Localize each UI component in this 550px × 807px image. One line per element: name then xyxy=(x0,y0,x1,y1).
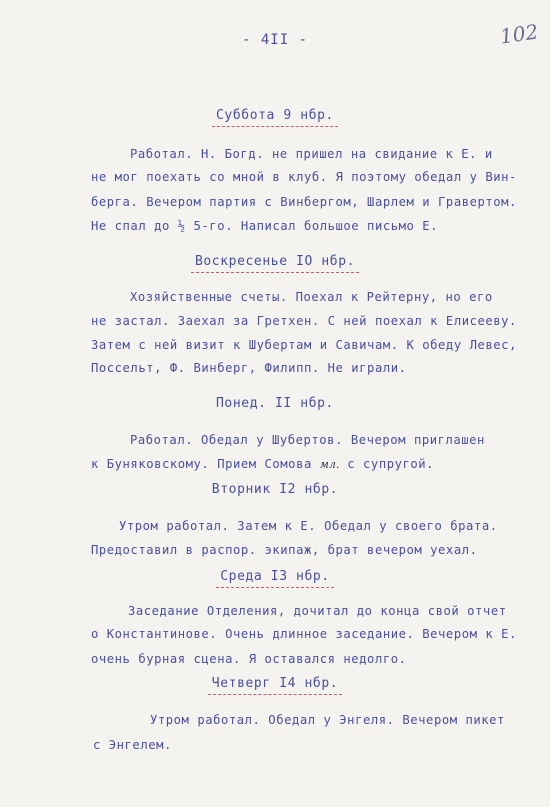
text-line: о Константинове. Очень длинное заседание. Вечером к Е. xyxy=(91,627,517,641)
text-line: Не спал до ½ 5-го. Написал большое письмо Е. xyxy=(91,219,439,233)
entry-heading-sunday xyxy=(0,254,550,269)
line-part: с супругой. xyxy=(347,457,435,471)
text-line: с Энгелем. xyxy=(93,738,172,752)
handwritten-folio-number: 102 xyxy=(498,19,540,49)
text-line: Работал. Обедал у Шубертов. Вечером приглашен xyxy=(130,433,485,447)
text-line: Предоставил в распор. экипаж, брат вечером уехал. xyxy=(91,543,478,557)
heading-text: Суббота 9 нбр. xyxy=(212,108,338,127)
entry-heading-saturday xyxy=(0,108,550,123)
heading-text: Среда I3 нбр. xyxy=(216,569,334,588)
text-line: Хозяйственные счеты. Поехал к Рейтерну, но его xyxy=(130,290,493,304)
text-line: Работал. Н. Богд. не пришел на свидание к Е. и xyxy=(130,147,493,161)
heading-text: Понед. II нбр. xyxy=(216,396,334,411)
text-line: Утром работал. Затем к Е. Обедал у своего брата. xyxy=(119,519,498,533)
heading-text: Вторник I2 нбр. xyxy=(211,482,339,497)
text-line: берга. Вечером партия с Винбергом, Шарлем и Гравертом. xyxy=(91,195,517,209)
text-line: Заседание Отделения, дочитал до конца свой отчет xyxy=(128,604,507,618)
heading-text: Воскресенье IO нбр. xyxy=(191,254,359,273)
entry-heading-monday xyxy=(0,396,550,411)
line-part: к Буняковскому. Прием Сомова xyxy=(91,457,312,471)
handwritten-insertion: мл. xyxy=(319,458,340,471)
text-line: Утром работал. Обедал у Энгеля. Вечером пикет xyxy=(150,713,505,727)
text-line: Затем с ней визит к Шубертам и Савичам. К обеду Левес, xyxy=(91,338,517,352)
text-line: Поссельт, Ф. Винберг, Филипп. Не играли. xyxy=(91,361,407,375)
page-number: - 4II - xyxy=(241,32,308,48)
entry-heading-tuesday xyxy=(0,482,550,497)
heading-text: Четверг I4 нбр. xyxy=(208,676,342,695)
text-line: очень бурная сцена. Я оставался недолго. xyxy=(91,652,407,666)
entry-heading-thursday xyxy=(0,676,550,691)
entry-heading-wednesday xyxy=(0,569,550,584)
text-line xyxy=(91,457,434,471)
text-line: не застал. Заехал за Гретхен. С ней поехал к Елисееву. xyxy=(91,314,517,328)
text-line: не мог поехать со мной в клуб. Я поэтому обедал у Вин- xyxy=(91,170,517,184)
